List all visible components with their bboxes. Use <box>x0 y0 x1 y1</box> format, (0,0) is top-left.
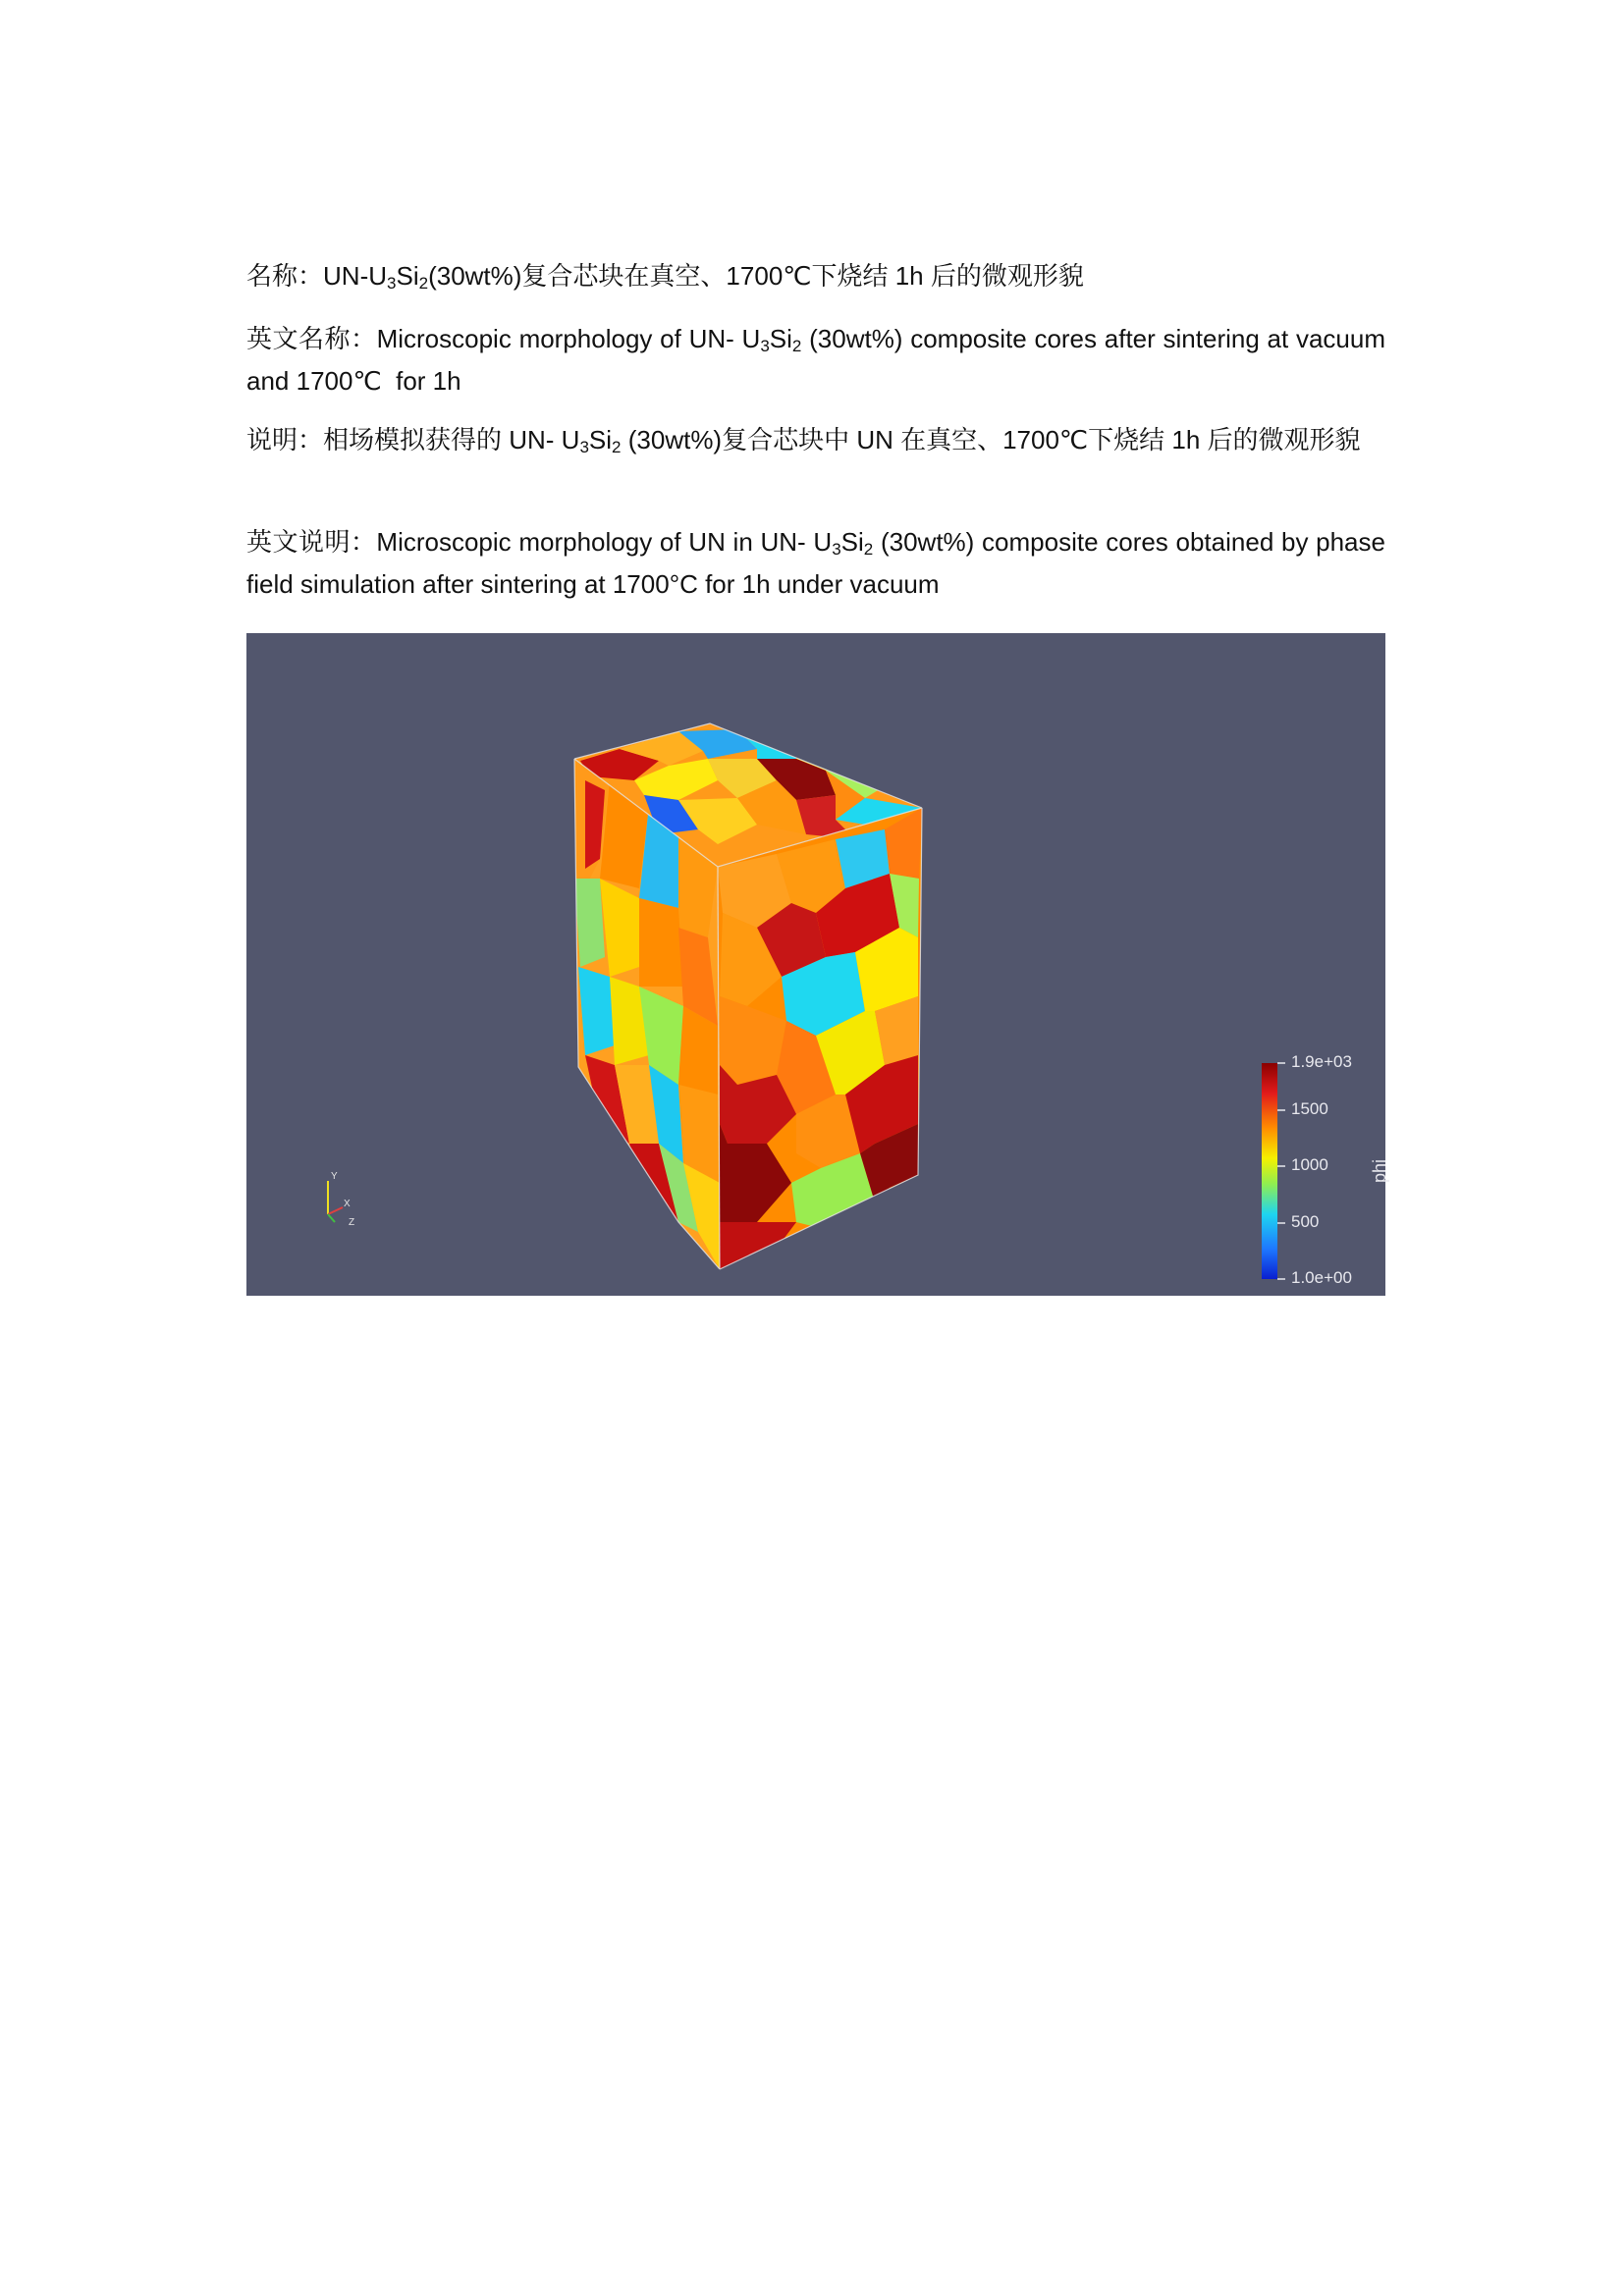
english-name-text-c: (30wt%) composite cores after sintering at vacuum and 1700℃ for 1h <box>246 324 1393 396</box>
english-name-text-b: Si <box>769 324 792 353</box>
description-text-c: (30wt%)复合芯块中 UN 在真空、1700℃下烧结 1h 后的微观形貌 <box>621 425 1361 454</box>
english-description-label: 英文说明： <box>246 527 377 557</box>
english-description-text-c: (30wt%) composite cores obtained by phase field simulation after sintering at 1700°C for 1h under vacuum <box>246 527 1393 599</box>
description-sub-2: 2 <box>612 438 622 456</box>
colorbar-ticks <box>1277 1063 1285 1279</box>
english-description-sub-2: 2 <box>863 540 874 559</box>
english-name-sub-2: 2 <box>791 337 802 355</box>
name-text-a: UN-U <box>323 261 388 291</box>
colorbar-tick-500: 500 <box>1291 1212 1320 1231</box>
name-text-c: (30wt%)复合芯块在真空、1700℃下烧结 1h 后的微观形貌 <box>428 261 1084 291</box>
description-text-b: Si <box>588 425 613 454</box>
cube-right-face <box>718 808 922 1269</box>
colorbar-gradient <box>1262 1063 1277 1279</box>
simulation-figure <box>246 633 1389 1296</box>
name-paragraph <box>246 255 1385 297</box>
english-description-text-b: Si <box>840 527 864 557</box>
english-name-paragraph <box>246 318 1393 402</box>
english-name-label: 英文名称： <box>246 324 377 353</box>
english-name-sub-1: 3 <box>760 337 770 355</box>
colorbar-title: phi <box>1370 1158 1389 1183</box>
colorbar-tick-1500: 1500 <box>1291 1099 1328 1118</box>
description-paragraph <box>246 419 1385 461</box>
colorbar-tick-max: 1.9e+03 <box>1291 1052 1352 1071</box>
axes-triad-icon <box>328 1181 343 1222</box>
name-sub-1: 3 <box>387 274 397 293</box>
axis-label-x: X <box>344 1199 351 1209</box>
name-text-b: Si <box>396 261 419 291</box>
description-text-a: 相场模拟获得的 UN- U <box>323 425 580 454</box>
description-label: 说明： <box>246 425 324 454</box>
english-description-paragraph <box>246 521 1393 606</box>
grain-cube-render <box>246 633 1385 1296</box>
colorbar-tick-min: 1.0e+00 <box>1291 1268 1352 1287</box>
axis-label-z: Z <box>349 1217 355 1228</box>
axis-label-y: Y <box>331 1171 338 1182</box>
english-description-sub-1: 3 <box>832 540 841 559</box>
description-sub-1: 3 <box>579 438 589 456</box>
english-name-text-a: Microscopic morphology of UN- U <box>376 324 761 353</box>
name-label: 名称： <box>246 261 324 291</box>
colorbar-tick-1000: 1000 <box>1291 1155 1328 1174</box>
name-sub-2: 2 <box>418 274 429 293</box>
english-description-text-a: Microscopic morphology of UN in UN- U <box>376 527 833 557</box>
